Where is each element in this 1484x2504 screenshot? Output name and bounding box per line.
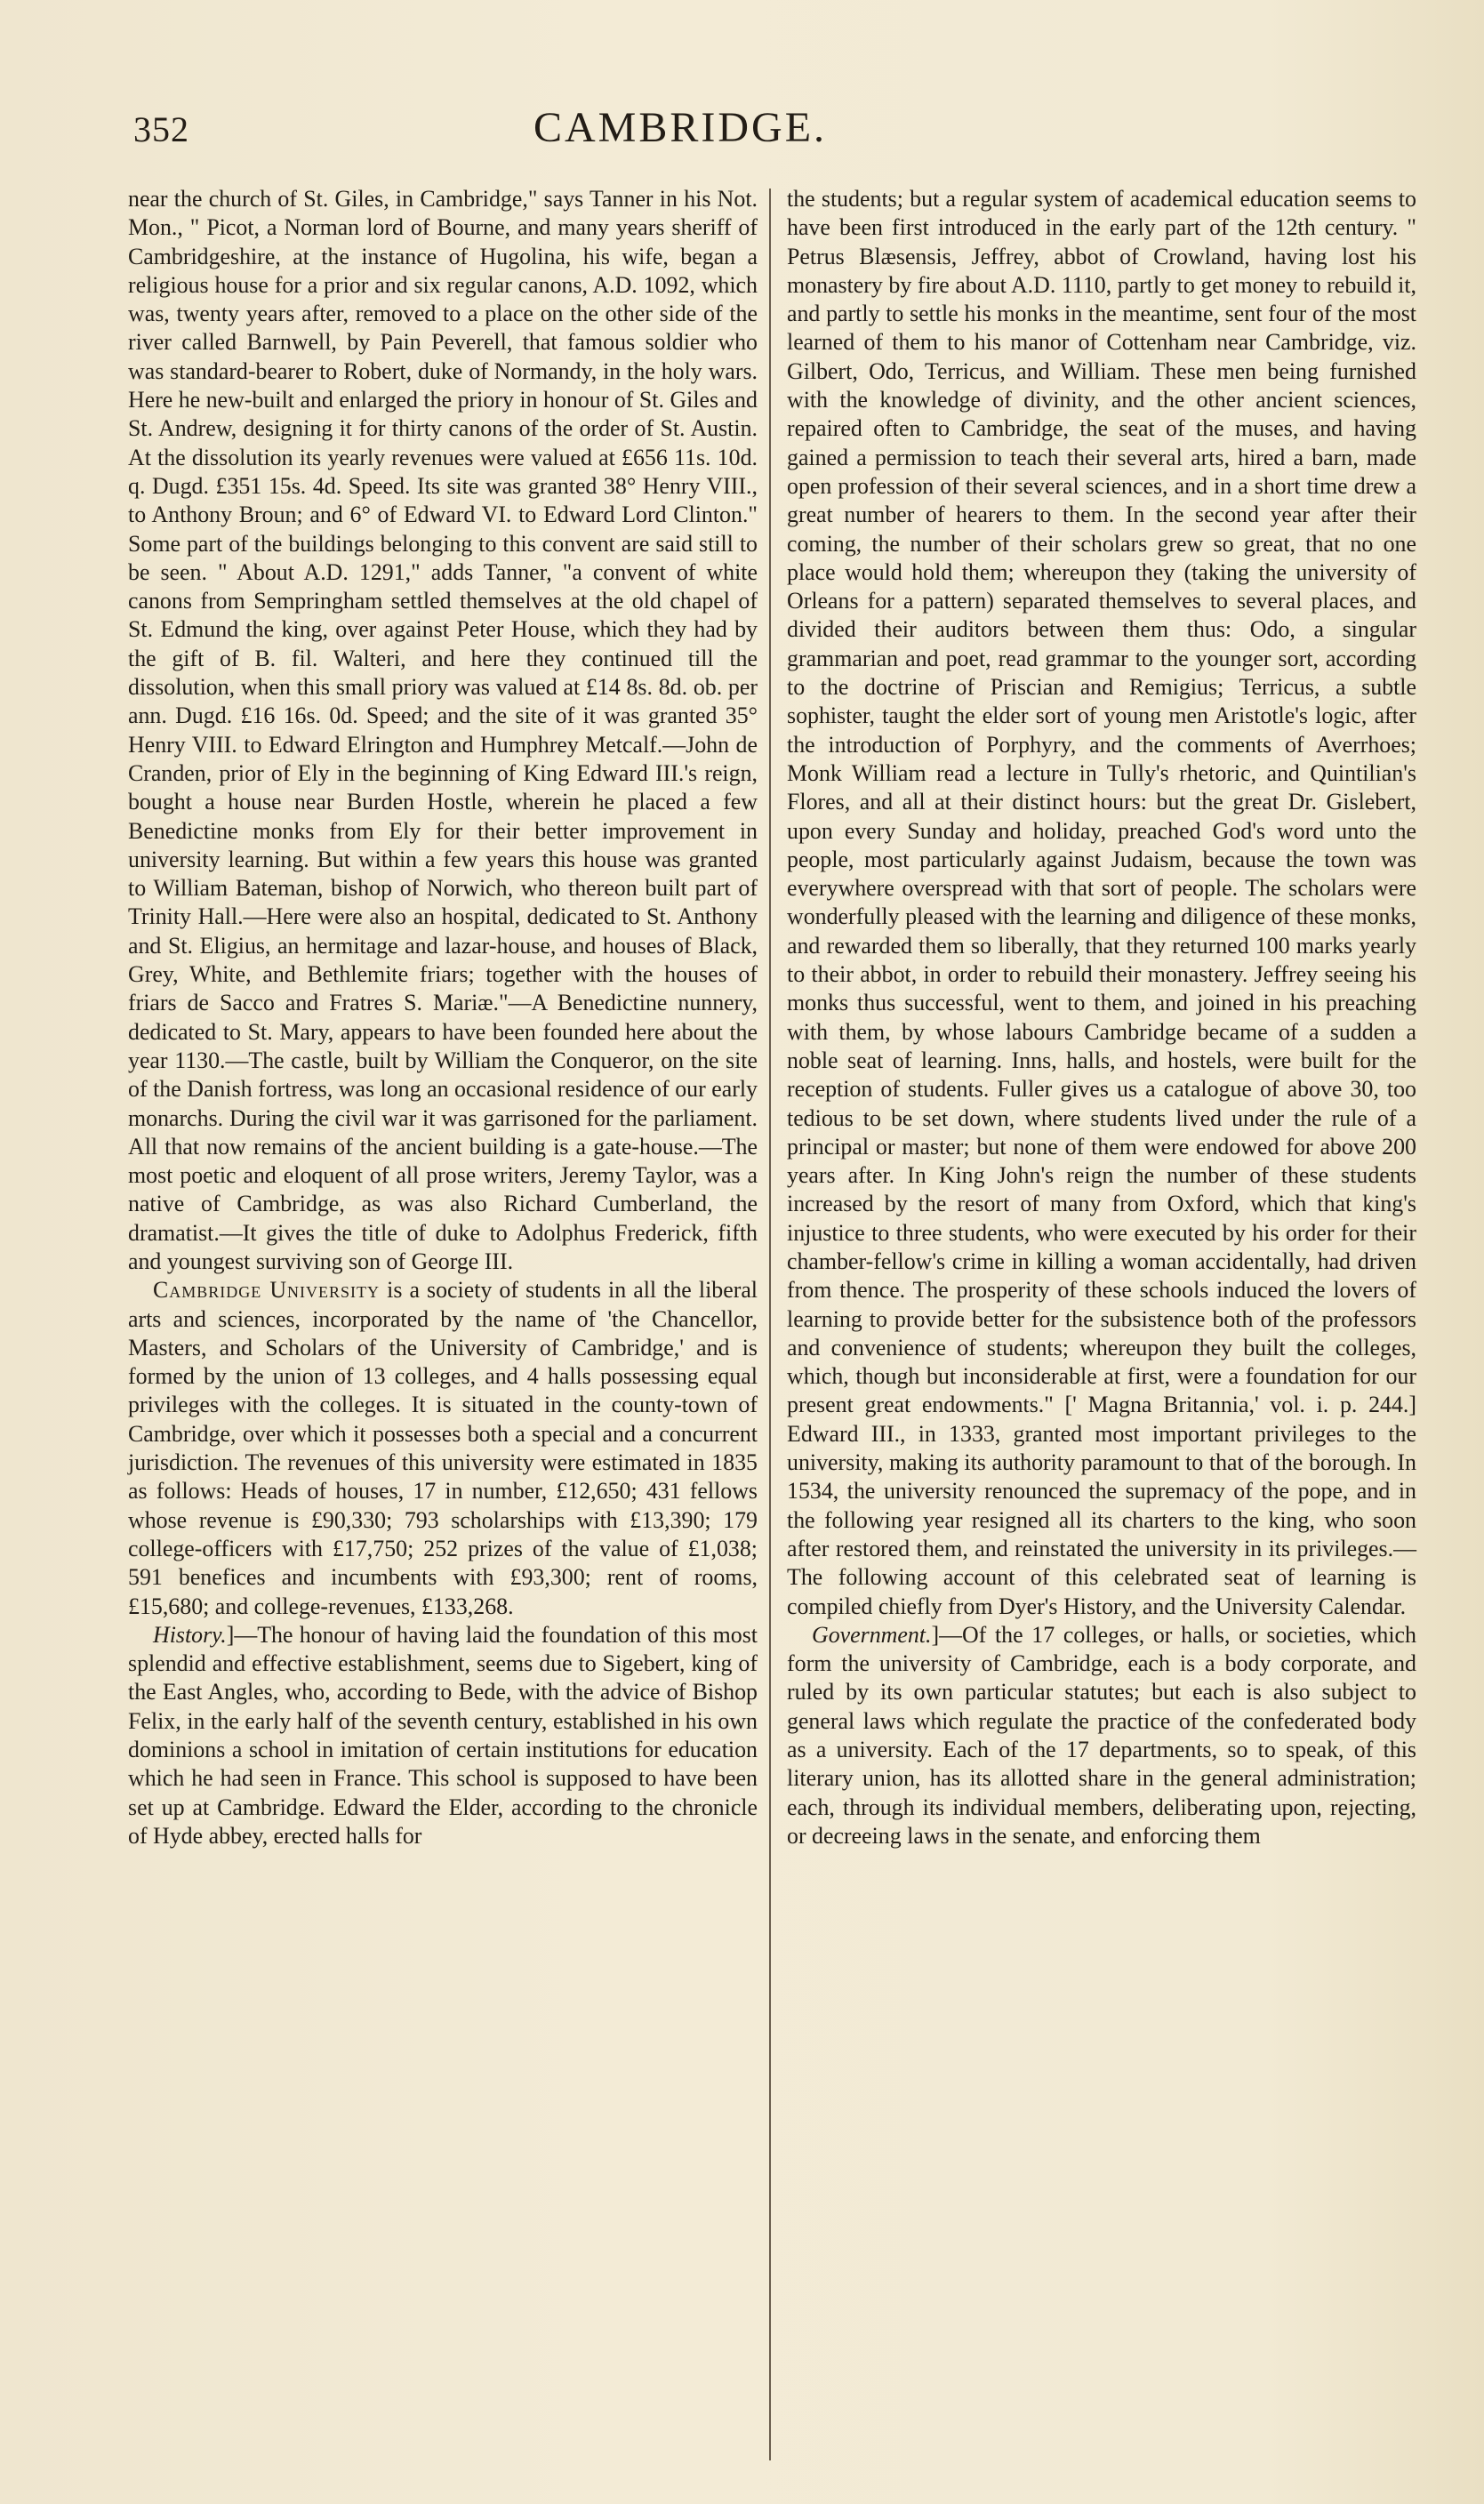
section-heading-government: Government. xyxy=(812,1621,932,1648)
right-column xyxy=(787,185,1416,1850)
paragraph-university-intro xyxy=(128,1276,758,1621)
paragraph-academical-education: the students; but a regular system of academical education seems to have been first introduced in the early part of the 12th century. " Petrus Blæsensis, Jeffrey, abbot of Crowland, having lost his monastery by fire about A.D. 1110, partly to get money to rebuild it, and partly to settle his monks in the meantime, sent four of the most learned of them to his manor of Cottenham near Cambridge, viz. Gilbert, Odo, Terricus, and William. These men being furnished with the knowledge of divinity, and the other ancient sciences, repaired often to Cambridge, the seat of the muses, and having gained a permission to teach their several arts, hired a barn, made open profession of their several sciences, and in a short time drew a great number of hearers to them. In the second year after their coming, the number of their scholars grew so great, that no one place would hold them; whereupon they (taking the university of Orleans for a pattern) separated themselves to several places, and divided their auditors between them thus: Odo, a singular grammarian and poet, read grammar to the younger sort, according to the doctrine of Priscian and Remigius; Terricus, a subtle sophister, taught the elder sort of young men Aristotle's logic, after the introduction of Porphyry, and the comments of Averrhoes; Monk William read a lecture in Tully's rhetoric, and Quintilian's Flores, and all at their distinct hours: but the great Dr. Gislebert, upon every Sunday and holiday, preached God's word unto the people, most particularly against Judaism, because the town was everywhere overspread with that sort of people. The scholars were wonderfully pleased with the learning and diligence of these monks, and rewarded them so liberally, that they returned 100 marks yearly to their abbot, in order to rebuild their monastery. Jeffrey seeing his monks thus successful, went to them, and joined in his preaching with them, by whose labours Cambridge became of a sudden a noble seat of learning. Inns, halls, and hostels, were built for the reception of students. Fuller gives us a catalogue of above 30, too tedious to be set down, where students lived under the rule of a principal or master; but none of them were endowed for above 200 years after. In King John's reign the number of these students increased by the resort of many from Oxford, which that king's injustice to three students, who were executed by his order for their chamber-fellow's crime in killing a woman accidentally, had driven from thence. The prosperity of these schools induced the lovers of learning to provide better for the subsistence both of the professors and convenience of students; whereupon they built the colleges, which, though but inconsiderable at first, were a foundation for our present great endowments." [' Magna Britannia,' vol. i. p. 244.] Edward III., in 1333, granted most important privileges to the university, making its authority paramount to that of the borough. In 1534, the university renounced the supremacy of the pope, and in the following year resigned all its charters to the king, who soon after restored them, and reinstated the university in its privileges.—The following account of this celebrated seat of learning is compiled chiefly from Dyer's History, and the University Calendar. xyxy=(787,186,1416,1619)
paragraph-university-text: is a society of students in all the liberal arts and sciences, incorporated by the name of 'the Chancellor, Masters, and Scholars of the University of Cambridge,' and is formed by the union of 13 colleges, and 4 halls possessing equal privileges with the colleges. It is situated in the county-town of Cambridge, over which it possesses both a special and a concurrent jurisdiction. The revenues of this university were estimated in 1835 as follows: Heads of houses, 17 in number, £12,650; 431 fellows whose revenue is £90,330; 793 scholarships with £13,390; 179 college-officers with £17,750; 252 prizes of the value of £1,038; 591 benefices and incumbents with £93,300; rent of rooms, £15,680; and college-revenues, £133,268. xyxy=(128,1277,758,1619)
section-heading-history: History. xyxy=(153,1621,227,1648)
left-column xyxy=(128,185,758,1850)
page-number: 352 xyxy=(133,109,189,149)
paragraph-government xyxy=(787,1621,1416,1850)
page-header xyxy=(133,96,1227,158)
column-divider xyxy=(769,189,771,2460)
section-heading-cambridge-university: Cambridge University xyxy=(153,1277,381,1304)
paragraph-history xyxy=(128,1621,758,1850)
paragraph-barnwell-priory: near the church of St. Giles, in Cambridge," says Tanner in his Not. Mon., " Picot, a Norman lord of Bourne, and many years sheriff of Cambridgeshire, at the instance of Hugolina, his wife, began a religious house for a prior and six regular canons, A.D. 1092, which was, twenty years after, removed to a place on the other side of the river called Barnwell, by Pain Peverell, that famous soldier who was standard-bearer to Robert, duke of Normandy, in the holy wars. Here he new-built and enlarged the priory in honour of St. Giles and St. Andrew, designing it for thirty canons of the order of St. Austin. At the dissolution its yearly revenues were valued at £656 11s. 10d. q. Dugd. £351 15s. 4d. Speed. Its site was granted 38° Henry VIII., to Anthony Broun; and 6° of Edward VI. to Edward Lord Clinton." Some part of the buildings belonging to this convent are said still to be seen. " About A.D. 1291," adds Tanner, "a convent of white canons from Sempringham settled themselves at the old chapel of St. Edmund the king, over against Peter House, which they had by the gift of B. fil. Walteri, and here they continued till the dissolution, when this small priory was valued at £14 8s. 8d. ob. per ann. Dugd. £16 16s. 0d. Speed; and the site of it was granted 35° Henry VIII. to Edward Elrington and Humphrey Metcalf.—John de Cranden, prior of Ely in the beginning of King Edward III.'s reign, bought a house near Burden Hostle, wherein he placed a few Benedictine monks from Ely for their better improvement in university learning. But within a few years this house was granted to William Bateman, bishop of Norwich, who thereon built part of Trinity Hall.—Here were also an hospital, dedicated to St. Anthony and St. Eligius, an hermitage and lazar-house, and houses of Black, Grey, White, and Bethlemite friars; together with the houses of friars de Sacco and Fratres S. Mariæ."—A Benedictine nunnery, dedicated to St. Mary, appears to have been founded here about the year 1130.—The castle, built by William the Conqueror, on the site of the Danish fortress, was long an occasional residence of our early monarchs. During the civil war it was garrisoned for the parliament. All that now remains of the ancient building is a gate-house.—The most poetic and eloquent of all prose writers, Jeremy Taylor, was a native of Cambridge, as was also Richard Cumberland, the dramatist.—It gives the title of duke to Adolphus Frederick, fifth and youngest surviving son of George III. xyxy=(128,186,758,1274)
running-head: CAMBRIDGE. xyxy=(533,104,828,151)
paragraph-government-text: ]—Of the 17 colleges, or halls, or societies, which form the university of Cambridge, each is a body corporate, and ruled by its own particular statutes; but each is also subject to general laws which regulate the practice of the confederated body as a university. Each of the 17 departments, so to speak, of this literary union, has its allotted share in the general administration; each, through its individual members, deliberating upon, rejecting, or decreeing laws in the senate, and enforcing them xyxy=(787,1621,1416,1849)
paragraph-history-text: ]—The honour of having laid the foundation of this most splendid and effective establishment, seems due to Sigebert, king of the East Angles, who, according to Bede, with the advice of Bishop Felix, in the early half of the seventh century, established in his own dominions a school in imitation of certain institutions for education which he had seen in France. This school is supposed to have been set up at Cambridge. Edward the Elder, according to the chronicle of Hyde abbey, erected halls for xyxy=(128,1621,758,1849)
